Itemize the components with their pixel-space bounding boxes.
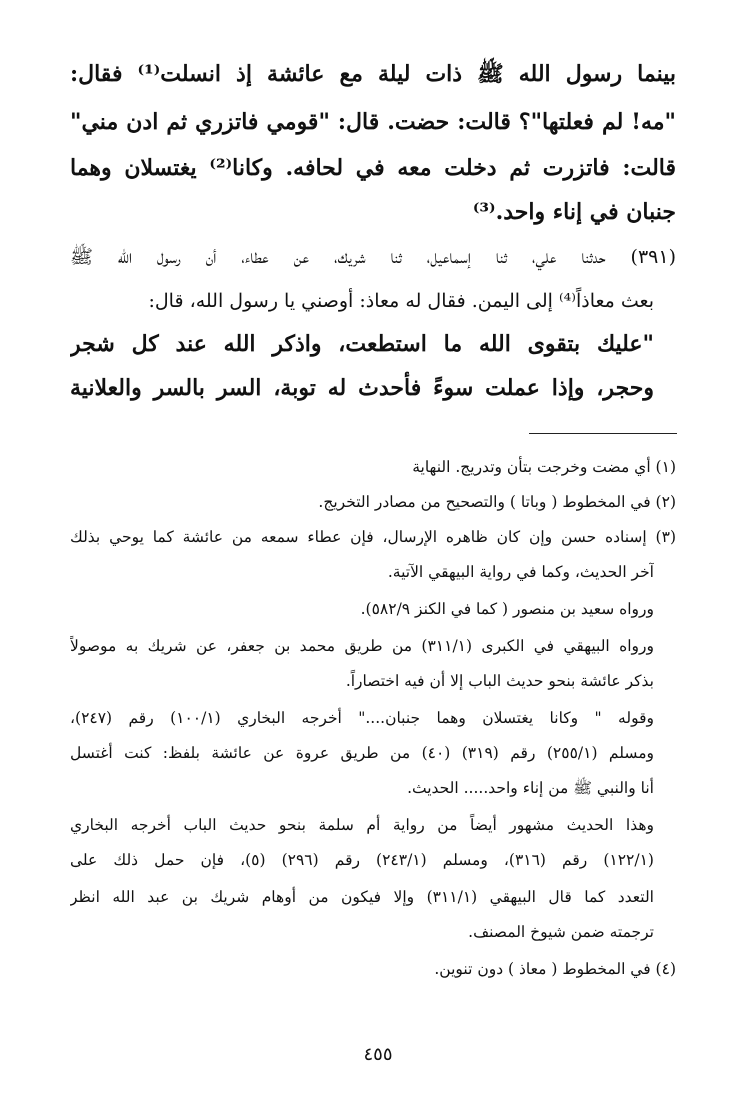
hadith-391-chain-line-2: بعث معاذاً⁽⁴⁾ إلى اليمن. فقال له معاذ: أوصني يا رسول الله، قال: [148, 290, 654, 312]
footnote-4: (٤) في المخطوط ( معاذ ) دون تنوين. [434, 960, 676, 978]
footnote-3-line-3: ورواه سعيد بن منصور ( كما في الكنز ٥٨٢/٩). [360, 600, 654, 618]
footnote-3-line-9: وهذا الحديث مشهور أيضاً من رواية أم سلمة بنحو حديث الباب أخرجه البخاري [70, 816, 654, 834]
footnote-3-line-10: (١٢٢/١) رقم (٣١٦)، ومسلم (٢٤٣/١) رقم (٢٩٦) (٥)، فإن حمل ذلك على [70, 851, 654, 869]
footnote-3-line-11: التعدد كما قال البيهقي (٣١١/١) وإلا فيكون من أوهام شريك بن عبد الله انظر [70, 888, 654, 906]
footnote-3-line-2: آخر الحديث، وكما في رواية البيهقي الآتية. [387, 563, 654, 581]
footnote-3-line-8: أنا والنبي ﷺ من إناء واحد..... الحديث. [407, 779, 654, 797]
hadith-391-text-line-1: "عليك بتقوى الله ما استطعت، واذكر الله عند كل شجر [70, 331, 654, 357]
footnote-3-line-7: ومسلم (٢٥٥/١) رقم (٣١٩) (٤٠) من طريق عروة عن عائشة بلفظ: كنت أغتسل [70, 744, 654, 762]
page-number: ٤٥٥ [363, 1044, 393, 1065]
main-text-line-1: بينما رسول الله ﷺ ذات ليلة مع عائشة إذ انسلت⁽¹⁾ فقال: [70, 61, 676, 87]
footnote-3-line-5: بذكر عائشة بنحو حديث الباب إلا أن فيه اختصاراً. [345, 672, 654, 690]
hadith-391-text-line-2: وحجر، وإذا عملت سوءً فأحدث له توبة، السر بالسر والعلانية [70, 375, 654, 401]
footnote-3-line-12: ترجمته ضمن شيوخ المصنف. [468, 923, 654, 941]
footnote-1: (١) أي مضت وخرجت بتأن وتدريج. النهاية [412, 458, 676, 476]
footnote-3-line-1: (٣) إسناده حسن وإن كان ظاهره الإرسال، فإن عطاء سمعه من عائشة كما يوحي بذلك [70, 528, 676, 546]
footnote-3-line-6: وقوله " وكانا يغتسلان وهما جنبان...." أخرجه البخاري (١٠٠/١) رقم (٢٤٧)، [70, 709, 654, 727]
footnote-separator [529, 433, 677, 434]
main-text-line-3: قالت: فاتزرت ثم دخلت معه في لحافه. وكانا⁽²⁾ يغتسلان وهما [70, 155, 676, 181]
hadith-391-chain-line-1: (٣٩١) حدثنا علي، ثنا إسماعيل، ثنا شريك، عن عطاء، أن رسول الله ﷺ [70, 246, 676, 268]
footnote-3-line-4: ورواه البيهقي في الكبرى (٣١١/١) من طريق محمد بن جعفر، عن شريك به موصولاً [70, 637, 654, 655]
footnote-2: (٢) في المخطوط ( وباتا ) والتصحيح من مصادر التخريج. [318, 493, 676, 511]
main-text-line-2: "مه! لم فعلتها"؟ قالت: حضت. قال: "قومي فاتزري ثم ادن مني" [70, 109, 676, 135]
main-text-line-4: جنبان في إناء واحد.⁽³⁾ [472, 199, 676, 225]
